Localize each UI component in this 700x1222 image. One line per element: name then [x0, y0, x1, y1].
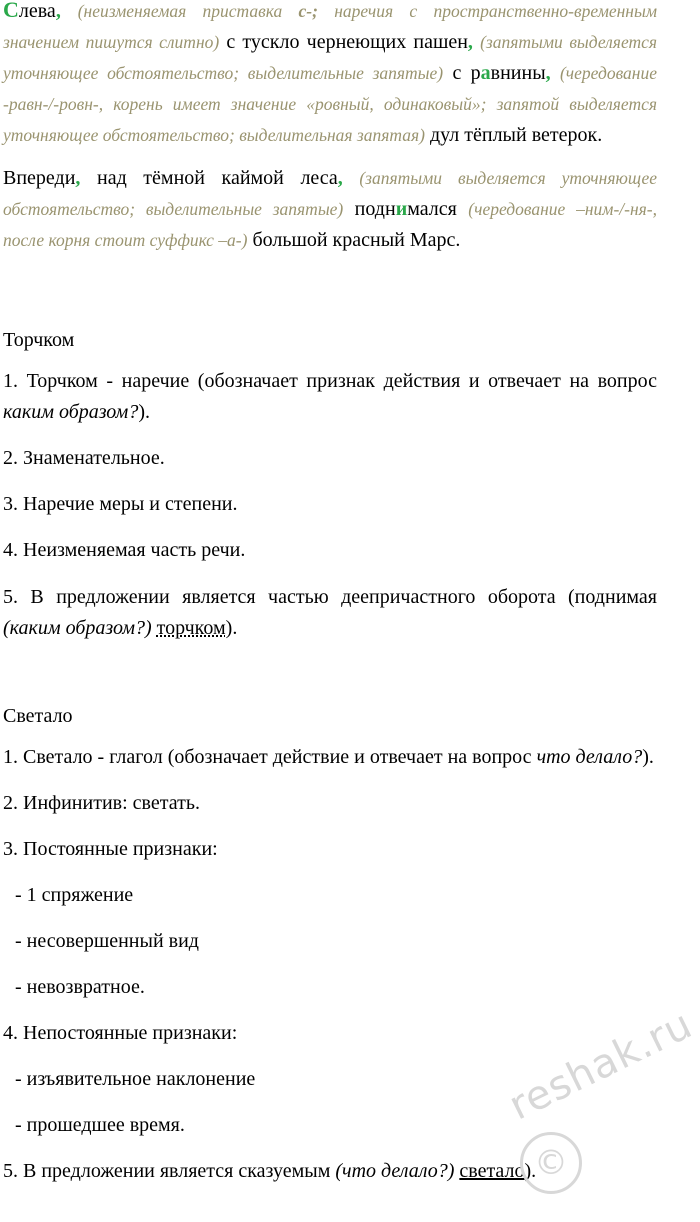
- feature-item: - изъявительное наклонение: [15, 1068, 256, 1090]
- parse-item-2: 2. Инфинитив: светать.: [3, 792, 200, 814]
- item-question: каким образом?: [3, 401, 139, 423]
- item-text: 1. Торчком - наречие (обозначает признак действия и отвечает на вопрос: [3, 370, 657, 392]
- section-title: Торчком: [3, 329, 75, 351]
- sentence-text: с тускло чернеющих пашен: [226, 31, 468, 53]
- item-text: 5. В предложении является частью деепричастного оборота (поднимая: [3, 586, 657, 608]
- section-svetalo: [3, 702, 657, 1185]
- item-text: 1. Светало - глагол (обозначает действие и отвечает на вопрос: [3, 746, 532, 768]
- parse-item-1: [3, 366, 657, 428]
- paragraph-1: [3, 0, 657, 151]
- word-text: лева: [18, 0, 56, 22]
- highlighted-comma: ,: [337, 167, 343, 189]
- sentence-text: большой красный Марс.: [252, 229, 461, 251]
- item-text: ).: [225, 617, 238, 639]
- sentence-text: подн: [354, 198, 396, 220]
- underlined-word: светало: [459, 1160, 525, 1182]
- section-title: Светало: [3, 705, 73, 727]
- parse-item-3: 3. Наречие меры и степени.: [3, 493, 238, 515]
- highlighted-comma: ,: [467, 31, 473, 53]
- parse-item-3: 3. Постоянные признаки:: [3, 838, 218, 860]
- grammar-note: (чередование -равн-/-ровн-, корень имеет значение «ровный, одинаковый»; запятой выделяется уточняющее обстоятельство; выделительная запятая): [3, 63, 658, 145]
- section-torchkom: [3, 326, 657, 644]
- item-text: 5. В предложении является сказуемым: [3, 1160, 331, 1182]
- note-bold: с-;: [298, 1, 318, 21]
- feature-item: - невозвратное.: [15, 976, 145, 998]
- watermark-text: reshak.ru: [502, 1001, 700, 1130]
- grammar-note: (запятыми выделяется уточняющее обстоятельство; выделительные запятые): [3, 32, 658, 83]
- item-question: (что делало?): [335, 1160, 455, 1182]
- highlighted-letter: С: [3, 0, 19, 22]
- parse-item-1: [3, 742, 657, 773]
- underlined-word: торчком: [156, 617, 226, 639]
- highlighted-comma: ,: [55, 0, 61, 22]
- highlighted-comma: ,: [545, 62, 551, 84]
- sentence-text: с р: [452, 62, 481, 84]
- note-text: наречия с пространственно-временным значением пишутся слитно): [3, 1, 658, 52]
- highlighted-letter: и: [395, 198, 408, 220]
- parse-item-4: 4. Неизменяемая часть речи.: [3, 539, 246, 561]
- item-text: ).: [138, 401, 150, 423]
- feature-item: - 1 спряжение: [15, 884, 134, 906]
- sentence-text: дул тёплый ветерок.: [429, 124, 603, 146]
- item-question: (каким образом?): [3, 617, 152, 639]
- highlighted-comma: ,: [75, 167, 81, 189]
- item-question: что делало?: [536, 746, 643, 768]
- parse-item-5: [3, 582, 657, 644]
- sentence-text: над тёмной каймой леса: [96, 167, 338, 189]
- item-text: ).: [524, 1160, 537, 1182]
- item-text: ).: [642, 746, 654, 768]
- sentence-text: Впереди: [3, 167, 76, 189]
- feature-item: - прошедшее время.: [15, 1114, 185, 1136]
- sentence-text: внины: [490, 62, 546, 84]
- parse-item-2: 2. Знаменательное.: [3, 447, 165, 469]
- paragraph-2: [3, 163, 657, 256]
- feature-item: - несовершенный вид: [15, 930, 199, 952]
- highlighted-letter: а: [480, 62, 491, 84]
- parse-item-4: 4. Непостоянные признаки:: [3, 1022, 238, 1044]
- sentence-text: мался: [407, 198, 457, 220]
- grammar-note: (запятыми выделяется уточняющее обстоятельство; выделительные запятые): [3, 168, 657, 219]
- grammar-note: (чередование –ним-/-ня-, после корня стоит суффикс –а-): [3, 199, 657, 250]
- parse-item-5: [3, 1157, 657, 1185]
- copyright-icon: ©: [520, 1132, 582, 1194]
- note-text: (неизменяемая приставка: [77, 1, 283, 21]
